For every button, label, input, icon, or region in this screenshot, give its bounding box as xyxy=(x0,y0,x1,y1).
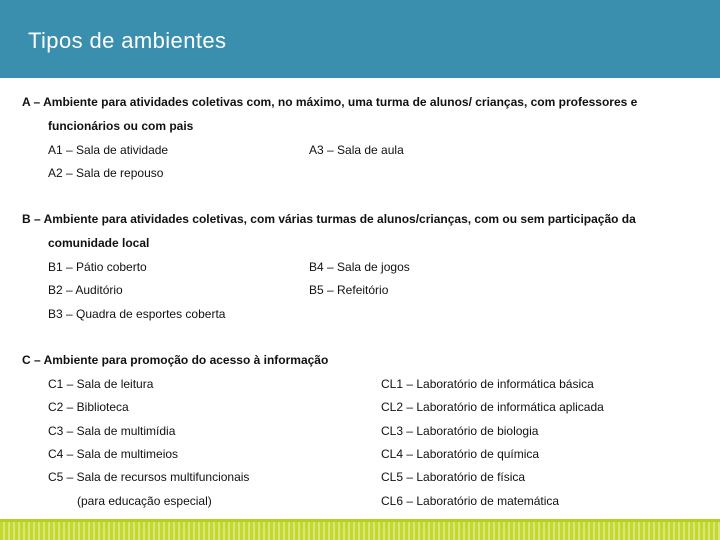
list-item-b1: B1 – Pátio coberto xyxy=(48,260,147,274)
list-item-cl3: CL3 – Laboratório de biologia xyxy=(381,424,539,438)
title-bar xyxy=(0,0,720,78)
list-item-c4: C4 – Sala de multimeios xyxy=(48,447,179,461)
list-item-a1: A1 – Sala de atividade xyxy=(48,143,169,157)
section-c-heading: C – Ambiente para promoção do acesso à informação xyxy=(22,353,329,367)
list-item-a2: A2 – Sala de repouso xyxy=(48,166,164,180)
list-item-b5: B5 – Refeitório xyxy=(309,283,389,297)
page-title: Tipos de ambientes xyxy=(28,28,227,53)
list-item-b3: B3 – Quadra de esportes coberta xyxy=(48,307,226,321)
list-item-cl4: CL4 – Laboratório de química xyxy=(381,447,540,461)
list-item-cl6: CL6 – Laboratório de matemática xyxy=(381,494,560,508)
list-item-c5-note: (para educação especial) xyxy=(77,494,212,508)
list-item-cl1: CL1 – Laboratório de informática básica xyxy=(381,377,594,391)
list-item-b4: B4 – Sala de jogos xyxy=(309,260,410,274)
list-item-c1: C1 – Sala de leitura xyxy=(48,377,154,391)
list-item-cl2: CL2 – Laboratório de informática aplicada xyxy=(381,400,604,414)
list-item-c5: C5 – Sala de recursos multifuncionais xyxy=(48,470,250,484)
list-item-a3: A3 – Sala de aula xyxy=(309,143,404,157)
list-item-c2: C2 – Biblioteca xyxy=(48,400,129,414)
list-item-cl5: CL5 – Laboratório de física xyxy=(381,470,526,484)
section-a-heading: A – Ambiente para atividades coletivas com, no máximo, uma turma de alunos/ crianças, com professores e xyxy=(22,95,638,109)
footer-stripe xyxy=(0,519,720,540)
section-a-heading-continued: funcionários ou com pais xyxy=(48,119,194,133)
footer-stripe-edge xyxy=(0,519,720,522)
section-b-heading: B – Ambiente para atividades coletivas, com várias turmas de alunos/crianças, com ou sem participação da xyxy=(22,212,636,226)
list-item-c3: C3 – Sala de multimídia xyxy=(48,424,176,438)
section-b-heading-continued: comunidade local xyxy=(48,236,150,250)
list-item-b2: B2 – Auditório xyxy=(48,283,123,297)
